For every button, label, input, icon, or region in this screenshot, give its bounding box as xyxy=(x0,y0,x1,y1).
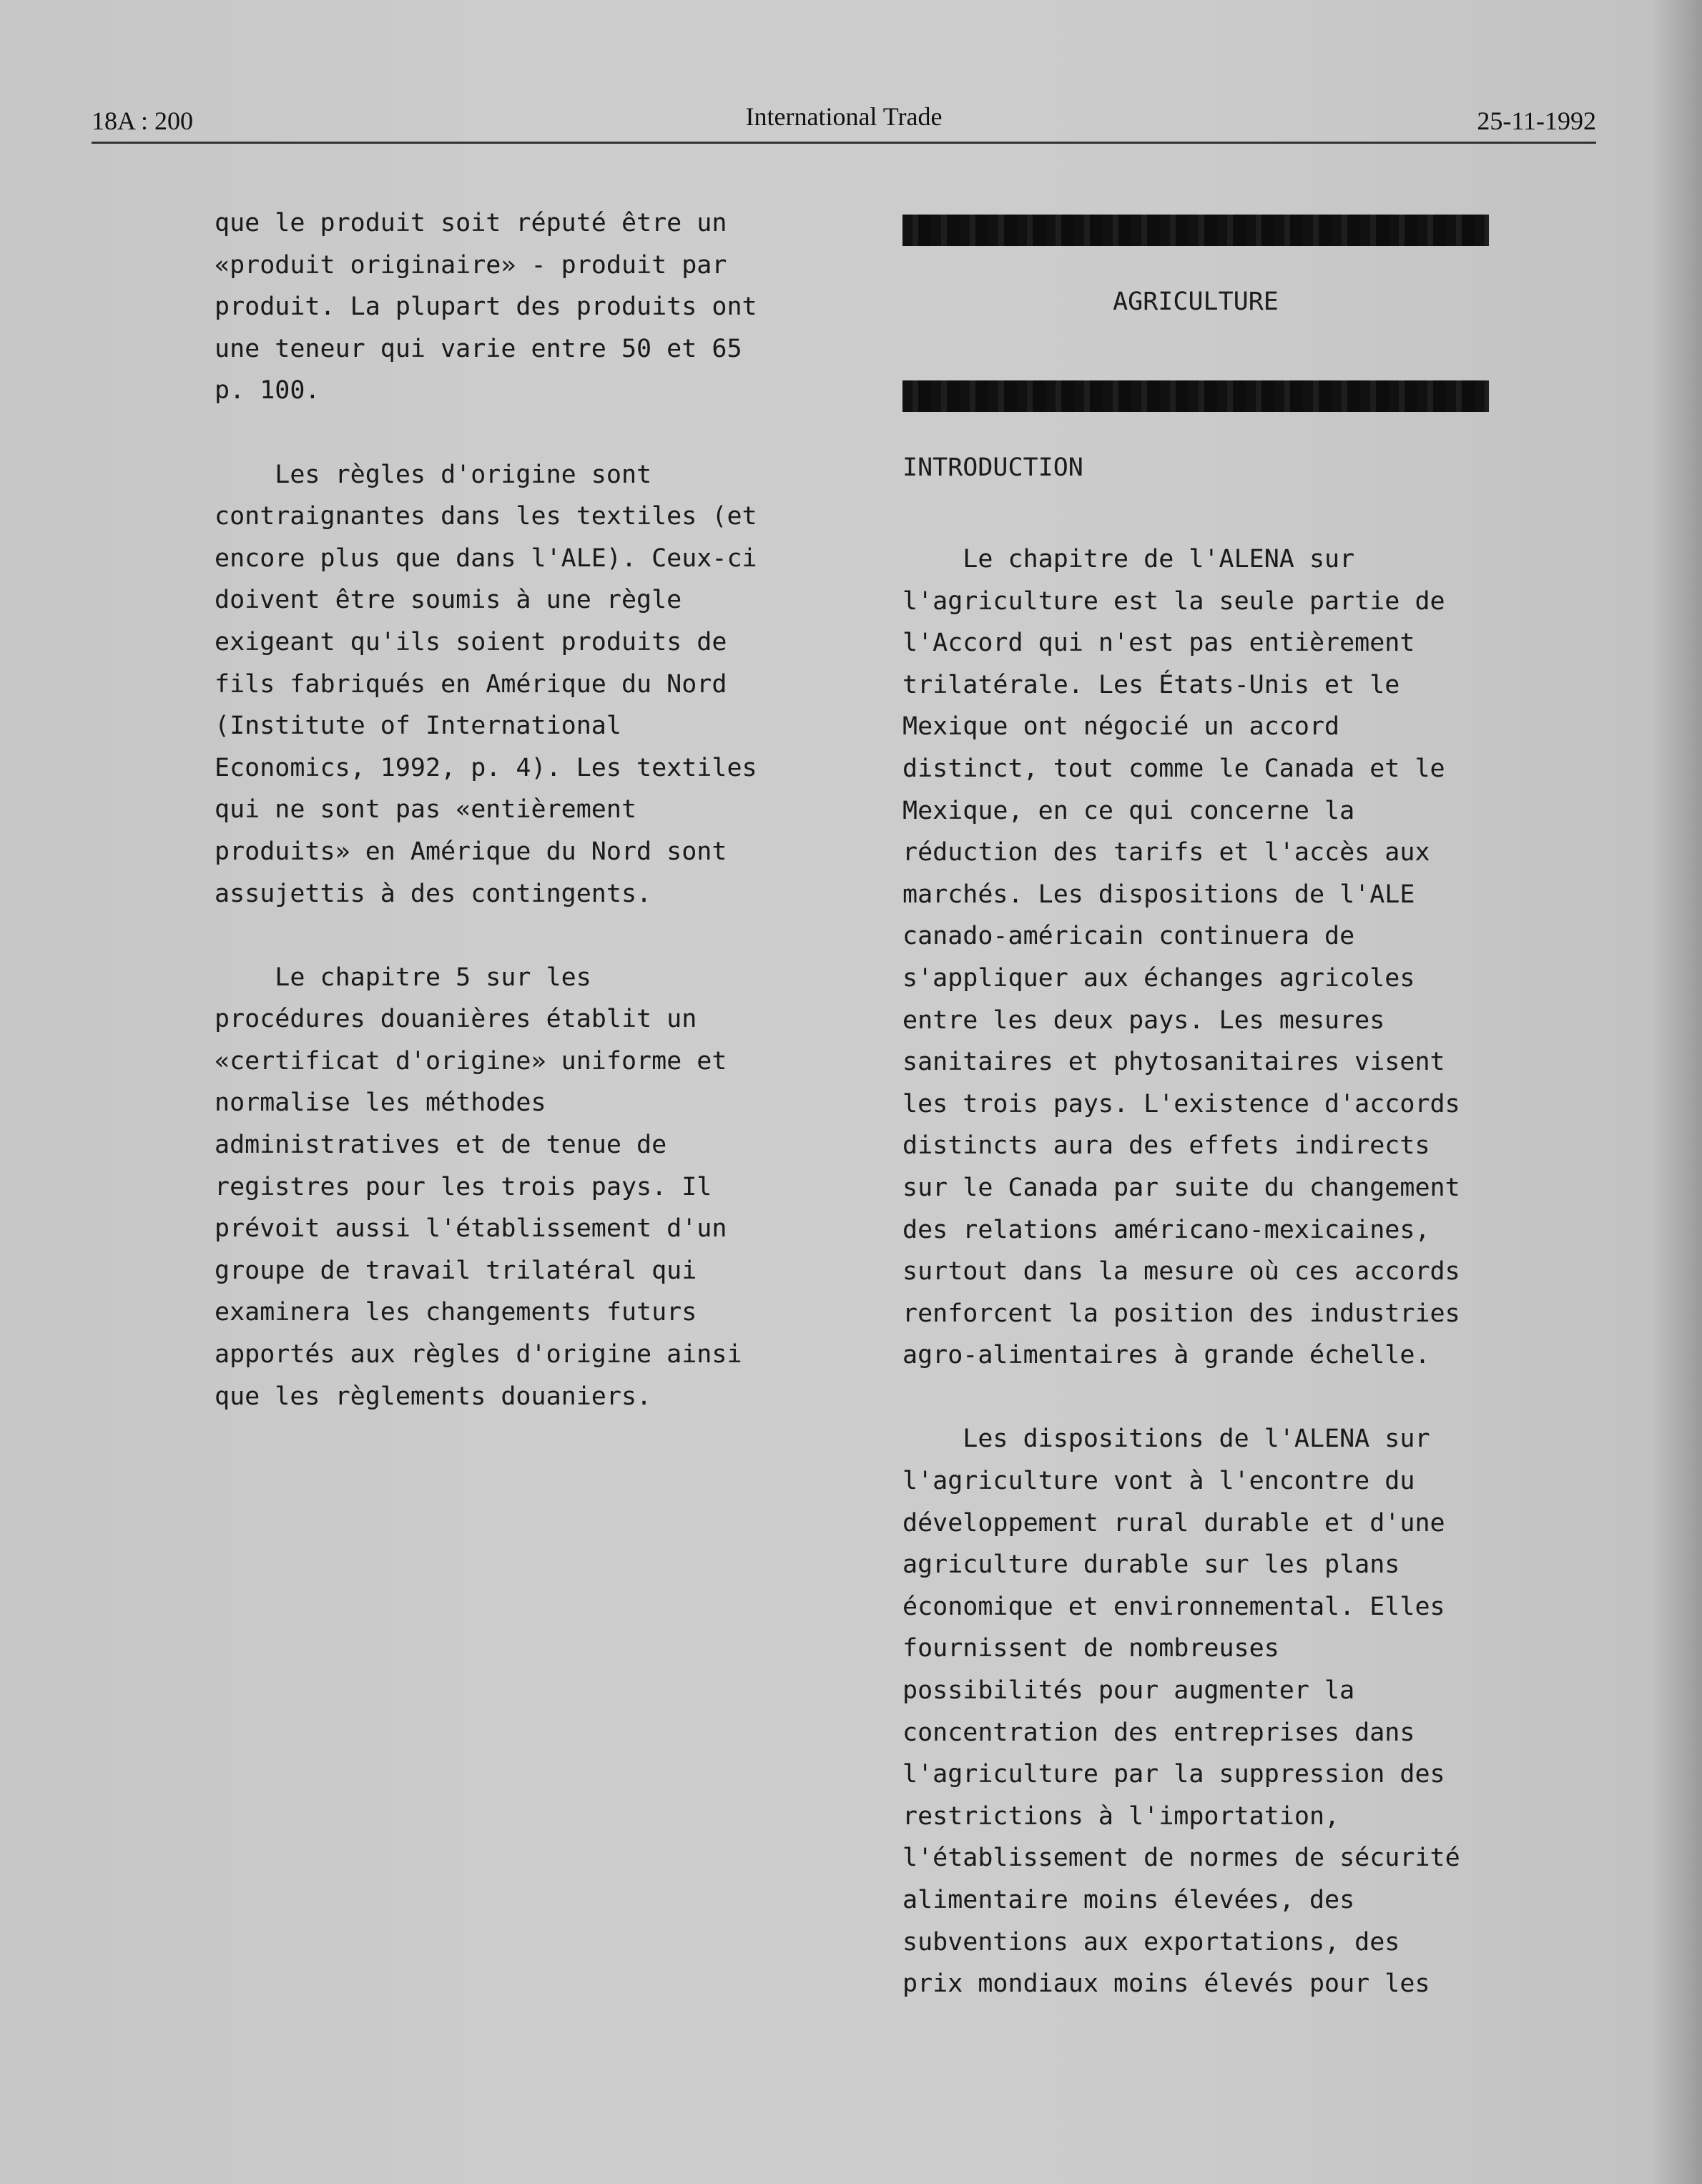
text-line: qui ne sont pas «entièrement xyxy=(215,795,637,825)
text-line: fournissent de nombreuses xyxy=(902,1634,1279,1663)
text-line: examinera les changements futurs xyxy=(215,1298,697,1327)
text-line: Le chapitre de l'ALENA sur xyxy=(902,545,1355,574)
text-line: renforcent la position des industries xyxy=(902,1299,1460,1328)
text-line: produits» en Amérique du Nord sont xyxy=(215,837,727,866)
text-line: administratives et de tenue de xyxy=(215,1131,667,1160)
text-line: l'agriculture est la seule partie de xyxy=(902,586,1445,616)
text-line: Economics, 1992, p. 4). Les textiles xyxy=(215,753,757,782)
text-line: distincts aura des effets indirects xyxy=(902,1131,1430,1161)
text-line: «produit originaire» - produit par xyxy=(215,250,727,280)
running-header xyxy=(92,102,1596,139)
text-line: l'agriculture par la suppression des xyxy=(902,1760,1445,1789)
text-line: des relations américano-mexicaines, xyxy=(902,1215,1430,1244)
text-line: contraignantes dans les textiles (et xyxy=(215,502,757,531)
text-line: (Institute of International xyxy=(215,712,621,741)
text-line: entre les deux pays. Les mesures xyxy=(902,1005,1385,1035)
text-line: surtout dans la mesure où ces accords xyxy=(902,1257,1460,1287)
publication-title: International Trade xyxy=(745,102,943,131)
paragraph-gap xyxy=(902,1377,1489,1419)
text-line: p. 100. xyxy=(215,376,320,405)
text-line: subventions aux exportations, des xyxy=(902,1927,1400,1957)
text-line: distinct, tout comme le Canada et le xyxy=(902,754,1445,783)
text-line: réduction des tarifs et l'accès aux xyxy=(902,838,1430,867)
text-line: l'Accord qui n'est pas entièrement xyxy=(902,629,1415,658)
text-line: normalise les méthodes xyxy=(215,1088,546,1118)
text-line: alimentaire moins élevées, des xyxy=(902,1886,1355,1914)
section-title: AGRICULTURE xyxy=(1113,287,1279,316)
text-line: prix mondiaux moins élevés pour les xyxy=(902,1969,1430,1999)
text-line: l'établissement de normes de sécurité xyxy=(902,1844,1460,1873)
text-line: possibilités pour augmenter la xyxy=(902,1676,1355,1706)
left-column xyxy=(215,202,808,1417)
text-line: économique et environnemental. Elles xyxy=(902,1592,1445,1621)
text-line: produit. La plupart des produits ont xyxy=(215,292,757,322)
text-line: prévoit aussi l'établissement d'un xyxy=(215,1214,727,1244)
text-line: trilatérale. Les États-Unis et le xyxy=(902,670,1400,699)
text-line: s'appliquer aux échanges agricoles xyxy=(902,963,1415,993)
paragraph-gap xyxy=(215,915,808,957)
right-column xyxy=(902,538,1489,2005)
text-line: que le produit soit réputé être un xyxy=(215,209,727,237)
text-line: Mexique ont négocié un accord xyxy=(902,712,1340,742)
text-line: restrictions à l'importation, xyxy=(902,1801,1340,1831)
text-line: les trois pays. L'existence d'accords xyxy=(902,1089,1460,1118)
text-line: développement rural durable et d'une xyxy=(902,1508,1445,1538)
text-line: Les règles d'origine sont xyxy=(215,460,652,489)
paragraph-gap xyxy=(215,412,808,454)
text-line: agro-alimentaires à grande échelle. xyxy=(902,1341,1430,1370)
text-line: groupe de travail trilatéral qui xyxy=(215,1256,697,1285)
text-line: sur le Canada par suite du changement xyxy=(902,1173,1460,1202)
text-line: agriculture durable sur les plans xyxy=(902,1550,1400,1580)
text-line: marchés. Les dispositions de l'ALE xyxy=(902,880,1415,909)
subheading: INTRODUCTION xyxy=(902,453,1083,482)
text-line: sanitaires et phytosanitaires visent xyxy=(902,1048,1445,1077)
text-line: encore plus que dans l'ALE). Ceux-ci xyxy=(215,543,757,573)
text-line: procédures douanières établit un xyxy=(215,1005,697,1034)
section-bar-top xyxy=(902,215,1489,246)
text-line: fils fabriqués en Amérique du Nord xyxy=(215,669,727,699)
header-date: 25-11-1992 xyxy=(1477,107,1596,135)
text-line: «certificat d'origine» uniforme et xyxy=(215,1046,727,1076)
text-line: Mexique, en ce qui concerne la xyxy=(902,796,1355,825)
text-line: exigeant qu'ils soient produits de xyxy=(215,627,727,656)
text-line: une teneur qui varie entre 50 et 65 xyxy=(215,334,742,363)
text-line: registres pour les trois pays. Il xyxy=(215,1172,712,1201)
text-line: apportés aux règles d'origine ainsi xyxy=(215,1340,742,1369)
header-rule xyxy=(92,142,1596,144)
text-line: doivent être soumis à une règle xyxy=(215,586,682,615)
page-number: 18A : 200 xyxy=(92,107,194,135)
text-line: Le chapitre 5 sur les xyxy=(215,963,591,992)
section-bar-bottom xyxy=(902,380,1489,412)
text-line: Les dispositions de l'ALENA sur xyxy=(902,1425,1430,1454)
text-line: l'agriculture vont à l'encontre du xyxy=(902,1467,1415,1496)
text-line: que les règlements douaniers. xyxy=(215,1382,652,1411)
text-line: assujettis à des contingents. xyxy=(215,879,652,908)
text-line: concentration des entreprises dans xyxy=(902,1718,1415,1747)
text-line: canado-américain continuera de xyxy=(902,922,1355,951)
